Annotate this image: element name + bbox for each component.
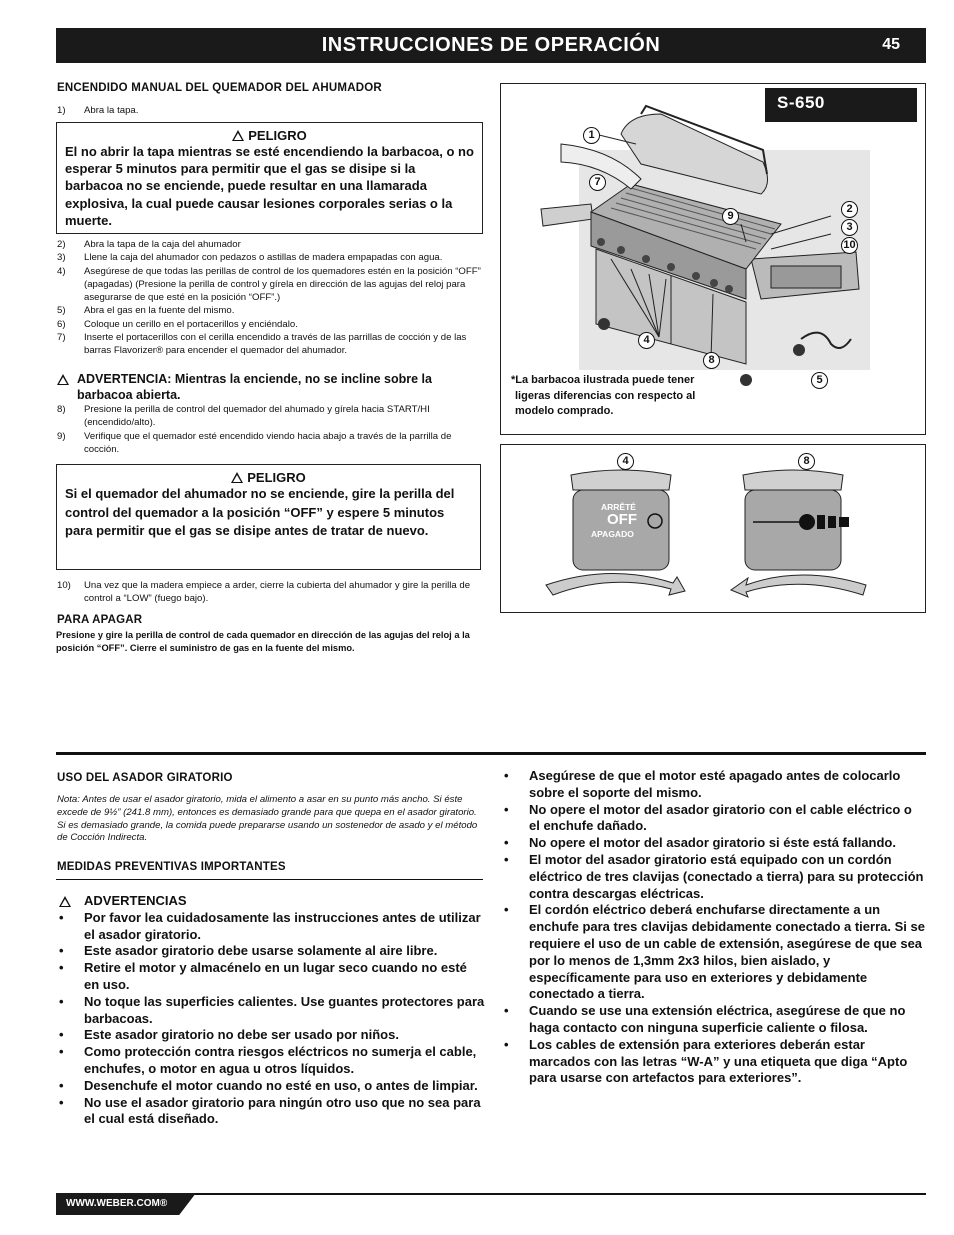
danger-text: Si el quemador del ahumador no se enciende, gire la perilla del control del quemador a la posición “OFF” y espere 5 minutos para permitir que el gas se disipe antes de tratar de nuevo.: [65, 486, 455, 539]
step-number: 1): [57, 105, 66, 116]
page-header: [56, 28, 926, 63]
bullet-text: El motor del asador giratorio está equipado con un cordón eléctrico de tres clavijas (conectado a tierra) para su protección contra descargas eléctricas.: [529, 851, 924, 901]
bullet: •: [504, 902, 509, 918]
warning-lean: [57, 371, 482, 403]
shutoff-text: Presione y gire la perilla de control de cada quemador en dirección de las agujas del reloj a la posición “OFF”. Cierre el suministro de gas en la fuente del mismo.: [56, 630, 470, 653]
warnings-list-left: [57, 893, 485, 1128]
step-number: 9): [57, 430, 66, 442]
callout-3: 3: [841, 219, 858, 236]
knob-illustration: [501, 445, 924, 611]
danger-title: PELIGRO: [247, 470, 306, 485]
steps-2-7: [57, 238, 482, 358]
heading-underline: [56, 879, 483, 880]
rotisserie-note: Nota: Antes de usar el asador giratorio, mida el alimento a asar en su punto más ancho. Si éste excede de 9½” (241.8 mm), entonces es demasiado grande para que quepa en el asador giratorio. Si es demasiado grande, la comida puede prepararse usando un sostenedor de asado y el método de Cocción Indirecta.: [57, 794, 478, 844]
step-text: Una vez que la madera empiece a arder, cierre la cubierta del ahumador y gire la perilla de control a “LOW” (fuego bajo).: [84, 580, 471, 605]
bullet: •: [59, 1077, 64, 1093]
step-number: 8): [57, 404, 66, 415]
bullet-text: Cuando se use una extensión eléctrica, asegúrese de que no haga contacto con ninguna superficie caliente o filosa.: [529, 1003, 906, 1035]
bullet: •: [504, 1003, 509, 1019]
bullet-text: Como protección contra riesgos eléctricos no sumerja el cable, enchufes, o motor en agua u otros líquidos.: [84, 1044, 477, 1076]
bullet-text: Asegúrese de que el motor esté apagado antes de colocarlo sobre el soporte del mismo.: [529, 768, 901, 800]
bullet-text: Desenchufe el motor cuando no esté en uso, o antes de limpiar.: [84, 1077, 478, 1093]
callout-8-knob: 8: [798, 453, 815, 470]
callout-8: 8: [703, 352, 720, 369]
callout-2: 2: [841, 201, 858, 218]
callout-1: 1: [583, 127, 600, 144]
bullet-text: No toque las superficies calientes. Use guantes protectores para barbacoas.: [84, 993, 485, 1026]
footer-url[interactable]: WWW.WEBER.COM®: [66, 1198, 168, 1209]
bullet-text: Retire el motor y almacénelo en un lugar seco cuando no esté en uso.: [84, 960, 467, 992]
danger-box-2: [56, 464, 481, 570]
warning-triangle-icon: [57, 374, 69, 385]
danger-box-1: [56, 122, 483, 234]
bullet-text: Este asador giratorio debe usarse solamente al aire libre.: [84, 943, 438, 959]
step-text: Coloque un cerillo en el portacerillos y enciéndalo.: [84, 318, 298, 330]
knob-figure: [500, 444, 926, 613]
callout-7: 7: [589, 174, 606, 191]
bullet: •: [59, 909, 64, 925]
grill-figure: [500, 83, 926, 435]
page-number: 45: [882, 36, 900, 53]
bullet: •: [59, 943, 64, 959]
step-text: Verifique que el quemador esté encendido viendo hacia abajo a través de la parrilla de cocción.: [84, 430, 452, 455]
bullet: •: [504, 835, 509, 851]
bullet: •: [59, 1027, 64, 1043]
knob-label-arrete: ARRÊTÉ: [601, 502, 636, 512]
step-10: [57, 579, 482, 606]
bullet-text: No use el asador giratorio para ningún otro uso que no sea para el cual está diseñado.: [84, 1094, 481, 1127]
step-text: Llene la caja del ahumador con pedazos o astillas de madera empapadas con agua.: [84, 252, 443, 264]
step-number: 7): [57, 332, 66, 344]
callout-5: 5: [811, 372, 828, 389]
bullet: •: [504, 1036, 509, 1052]
bullet-text: Los cables de extensión para exteriores deberán estar marcados con las letras “W-A” y una etiqueta que diga “Apto para usarse con artefactos para exteriores”.: [529, 1036, 908, 1086]
step-text: Asegúrese de que todas las perillas de control de los quemadores estén en la posición “OFF” (apagadas) (Presione la perilla de control y gírela en dirección de las agujas del reloj para asegurarse de que esté en la posición “OFF”.): [84, 265, 481, 304]
section-heading-shutoff: PARA APAGAR: [57, 614, 143, 626]
warning-text: ADVERTENCIA: Mientras la enciende, no se incline sobre la barbacoa abierta.: [77, 372, 432, 402]
warnings-title: ADVERTENCIAS: [84, 893, 187, 908]
step-number: 10): [57, 580, 71, 591]
step-number: 5): [57, 305, 66, 317]
section-heading-rotisserie: USO DEL ASADOR GIRATORIO: [57, 772, 233, 784]
bullet-text: No opere el motor del asador giratorio si éste está fallando.: [529, 835, 896, 851]
section-divider: [56, 752, 926, 755]
bullet: •: [59, 993, 64, 1009]
bullet: •: [504, 851, 509, 867]
bullet-text: Por favor lea cuidadosamente las instrucciones antes de utilizar el asador giratorio.: [84, 909, 481, 942]
step-number: 3): [57, 252, 66, 264]
warning-triangle-icon: [59, 896, 71, 907]
bullet: •: [59, 1094, 64, 1110]
warnings-list-right: [502, 768, 926, 1087]
section-heading-manual-lighting: ENCENDIDO MANUAL DEL QUEMADOR DEL AHUMADOR: [57, 82, 382, 94]
warning-triangle-icon: [231, 472, 243, 483]
step-text: Inserte el portacerillos con el cerilla encendido a través de las parrillas de cocción y de las barras Flavorizer® para encender el quemador del ahumador.: [84, 332, 467, 357]
illustration-note: *La barbacoa ilustrada puede tener ligeras diferencias con respecto al modelo comprado.: [511, 374, 696, 417]
step-number: 2): [57, 239, 66, 250]
step-number: 4): [57, 265, 66, 277]
step-text: Presione la perilla de control del quemador del ahumado y gírela hacia START/HI (encendido/alto).: [84, 404, 430, 429]
steps-8-9: [57, 403, 482, 456]
danger-text: El no abrir la tapa mientras se esté encendiendo la barbacoa, o no esperar 5 minutos para permitir que el gas se disipe si la barbacoa no se enciende, puede resultar en una llamarada explosiva, la cual puede causar lesiones corporales serias o la muerte.: [65, 144, 474, 228]
bullet: •: [59, 960, 64, 976]
callout-4-knob: 4: [617, 453, 634, 470]
step-1: [57, 104, 482, 117]
section-heading-precautions: MEDIDAS PREVENTIVAS IMPORTANTES: [57, 861, 286, 873]
bullet: •: [504, 801, 509, 817]
danger-title: PELIGRO: [248, 128, 307, 143]
step-text: Abra la tapa de la caja del ahumador: [84, 239, 241, 250]
bullet-text: Este asador giratorio no debe ser usado por niños.: [84, 1027, 399, 1043]
step-text: Abra el gas en la fuente del mismo.: [84, 305, 235, 317]
bullet-text: El cordón eléctrico deberá enchufarse directamente a un enchufe para tres clavijas debidamente conectado a tierra. Si se requiere el uso de un cable de extensión, asegúrese de que sea por lo menos de 1,3mm 2x3 hilos, bien aislado, y específicamente para uso en exteriores y debidamente conectado a tierra.: [529, 902, 925, 1002]
callout-9: 9: [722, 208, 739, 225]
knob-label-apagado: APAGADO: [591, 529, 634, 539]
callout-4: 4: [638, 332, 655, 349]
bullet: •: [504, 768, 509, 783]
page-title: INSTRUCCIONES DE OPERACIÓN: [321, 34, 661, 56]
step-number: 6): [57, 318, 66, 330]
knob-label-off: OFF: [607, 511, 637, 528]
callout-10: 10: [841, 237, 858, 254]
step-text: Abra la tapa.: [84, 105, 139, 116]
warning-triangle-icon: [232, 130, 244, 141]
model-badge: S-650: [765, 88, 917, 122]
bullet: •: [59, 1044, 64, 1060]
bullet-text: No opere el motor del asador giratorio con el cable eléctrico o el enchufe dañado.: [529, 801, 912, 834]
